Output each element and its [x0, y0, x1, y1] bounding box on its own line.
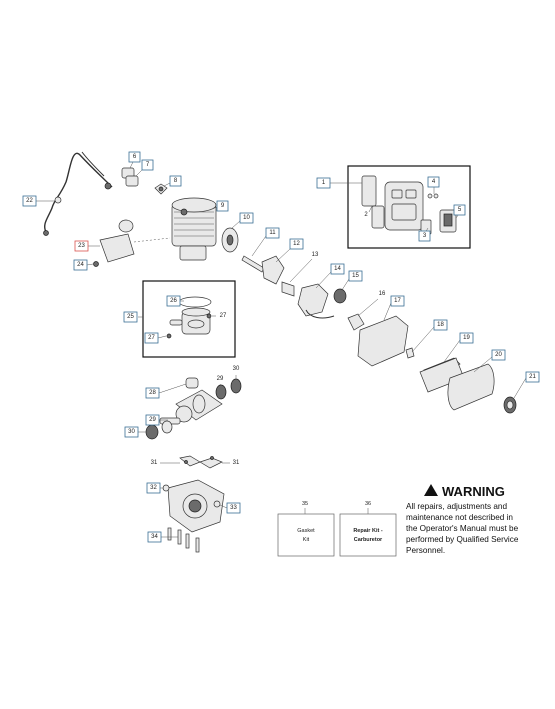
svg-text:12: 12 — [293, 241, 300, 247]
crankcase-gaskets-illustration — [180, 456, 222, 468]
callout-29-left — [146, 415, 159, 425]
callout-9 — [217, 201, 228, 211]
callout-8 — [170, 176, 181, 186]
warning-line-4: performed by Qualified Service — [406, 535, 519, 544]
crankcase-illustration — [163, 480, 224, 552]
callout-1 — [317, 178, 330, 188]
callout-20 — [492, 350, 505, 360]
callout-30-top — [233, 366, 240, 372]
warning-line-1: All repairs, adjustments and — [406, 502, 508, 511]
svg-text:33: 33 — [230, 505, 237, 511]
svg-text:15: 15 — [352, 273, 359, 279]
callout-28 — [146, 388, 159, 398]
svg-text:10: 10 — [243, 215, 250, 221]
svg-text:8: 8 — [173, 178, 178, 184]
svg-text:34: 34 — [151, 534, 158, 540]
svg-text:18: 18 — [437, 322, 444, 328]
svg-text:20: 20 — [495, 352, 502, 358]
callout-4 — [428, 177, 439, 187]
callout-10 — [240, 213, 253, 223]
svg-text:11: 11 — [269, 230, 276, 236]
callout-26 — [167, 296, 180, 306]
callout-18 — [434, 320, 447, 330]
callout-34 — [148, 532, 161, 542]
svg-text:19: 19 — [463, 335, 470, 341]
callout-7 — [142, 160, 153, 170]
svg-text:30: 30 — [232, 366, 240, 372]
svg-text:21: 21 — [529, 374, 536, 380]
svg-text:28: 28 — [149, 390, 156, 396]
svg-text:31: 31 — [232, 460, 240, 466]
callout-17 — [391, 296, 404, 306]
callout-27-left — [145, 333, 158, 343]
callout-12 — [290, 239, 303, 249]
cylinder-illustration — [172, 198, 216, 260]
svg-text:14: 14 — [334, 266, 341, 272]
callout-19 — [460, 333, 473, 343]
svg-text:29: 29 — [216, 376, 224, 382]
callout-31-right — [233, 460, 240, 466]
svg-text:24: 24 — [77, 262, 84, 268]
svg-text:6: 6 — [132, 154, 137, 160]
svg-text:36: 36 — [364, 501, 372, 507]
svg-text:22: 22 — [26, 198, 33, 204]
muffler-illustration — [362, 176, 456, 234]
warning-line-5: Personnel. — [406, 546, 446, 555]
callout-5 — [454, 205, 465, 215]
svg-text:1: 1 — [321, 180, 326, 186]
callout-23 — [75, 241, 88, 251]
svg-text:31: 31 — [150, 460, 158, 466]
ignition-coil-illustration — [94, 220, 171, 267]
svg-text:3: 3 — [422, 233, 427, 239]
callout-21 — [526, 372, 539, 382]
callout-31-left — [151, 460, 158, 466]
fuel-hose-illustration — [44, 152, 113, 236]
svg-text:9: 9 — [220, 203, 225, 209]
callout-11 — [266, 228, 279, 238]
warning-line-2: maintenance not described in — [406, 513, 513, 522]
svg-text:Carburetor: Carburetor — [353, 537, 383, 543]
warning-title: WARNING — [442, 484, 505, 499]
carburetor-repair-kit — [340, 501, 396, 556]
svg-text:Gasket: Gasket — [297, 528, 315, 534]
svg-text:7: 7 — [145, 162, 150, 168]
crankshaft-illustration — [146, 378, 241, 439]
callout-30-left — [125, 427, 138, 437]
callout-32 — [147, 483, 160, 493]
svg-text:16: 16 — [378, 291, 386, 297]
svg-text:25: 25 — [127, 314, 134, 320]
svg-text:30: 30 — [128, 429, 135, 435]
warning-triangle-icon — [424, 484, 439, 496]
callout-2 — [364, 212, 368, 218]
svg-text:32: 32 — [150, 485, 157, 491]
warning-notice — [406, 484, 519, 555]
svg-text:5: 5 — [457, 207, 462, 213]
svg-text:13: 13 — [311, 252, 319, 258]
warning-line-3: the Operator's Manual must be — [406, 524, 519, 533]
svg-text:27: 27 — [219, 313, 227, 319]
svg-text:Repair Kit -: Repair Kit - — [353, 528, 383, 534]
intake-parts-illustration — [219, 228, 414, 366]
callout-14 — [331, 264, 344, 274]
callout-25 — [124, 312, 137, 322]
callout-13 — [312, 252, 319, 258]
svg-text:17: 17 — [394, 298, 401, 304]
callout-27-right — [220, 313, 227, 319]
small-parts-6-7-8 — [122, 168, 167, 194]
svg-text:26: 26 — [170, 298, 177, 304]
callout-15 — [349, 271, 362, 281]
svg-text:4: 4 — [431, 179, 436, 185]
callout-24 — [74, 260, 87, 270]
callout-6 — [129, 152, 140, 162]
callout-22 — [23, 196, 36, 206]
svg-text:23: 23 — [78, 243, 85, 249]
svg-text:29: 29 — [149, 417, 156, 423]
callout-33 — [227, 503, 240, 513]
svg-text:2: 2 — [364, 212, 368, 218]
callout-29-top — [217, 376, 224, 382]
gasket-kit — [278, 501, 334, 556]
svg-text:35: 35 — [301, 501, 309, 507]
air-filter-covers-illustration — [420, 358, 516, 413]
callout-16 — [379, 291, 386, 297]
svg-text:Kit: Kit — [302, 537, 310, 543]
svg-text:27: 27 — [148, 335, 155, 341]
callout-3 — [419, 231, 430, 241]
